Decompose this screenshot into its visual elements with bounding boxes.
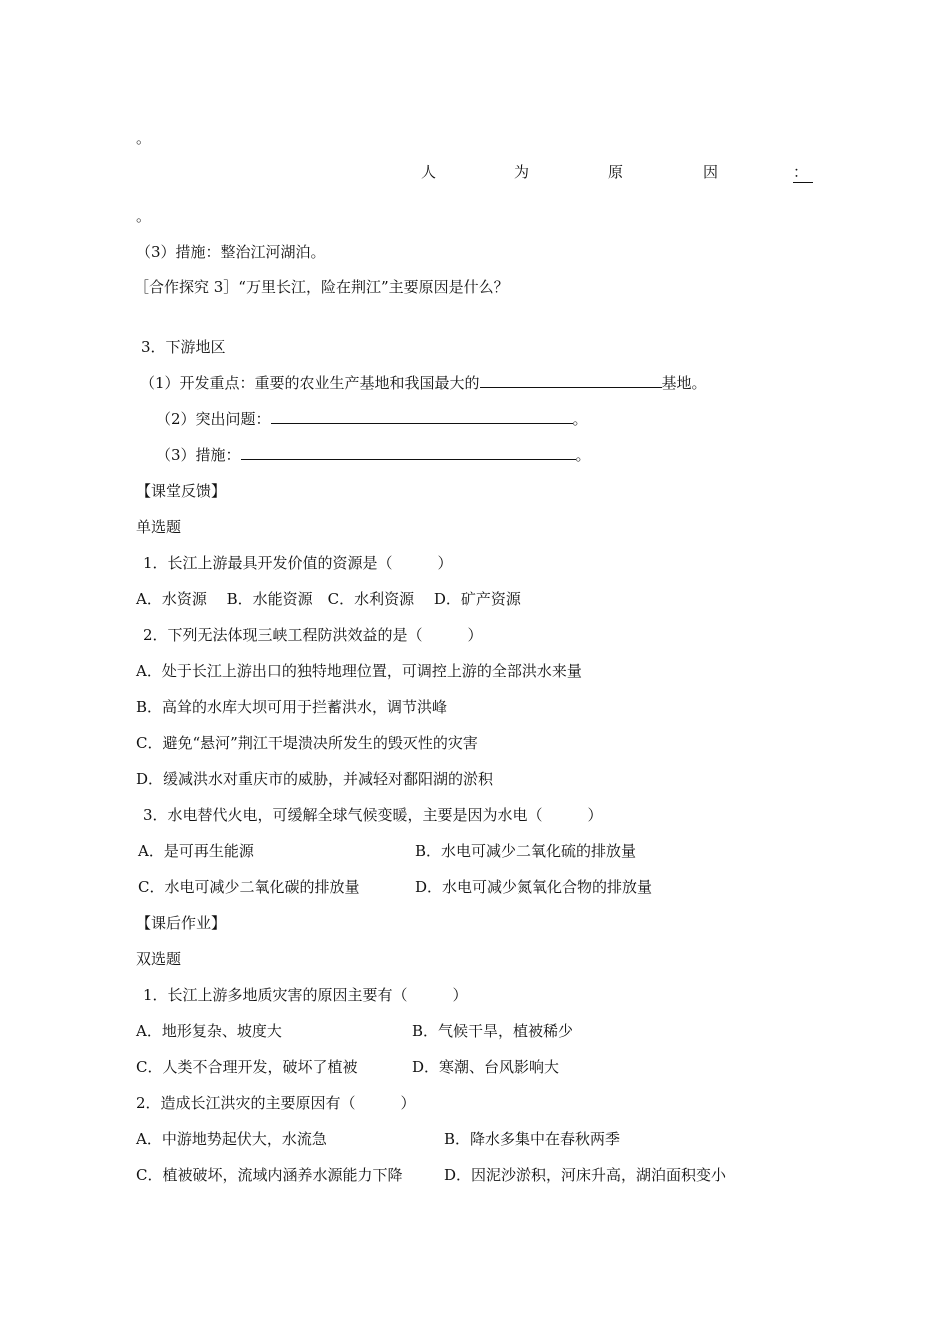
hw-question-1: 1．长江上游多地质灾害的原因主要有（ ） [143, 986, 468, 1004]
measures-line [156, 445, 591, 465]
question-2-option-d: D．缓减洪水对重庆市的威胁，并减轻对鄱阳湖的淤积 [136, 770, 494, 788]
development-focus-text: （1）开发重点：重要的农业生产基地和我国最大的 [140, 374, 480, 392]
measures-text: （3）措施： [156, 446, 241, 464]
hw-question-2-option-a: A．中游地势起伏大，水流急 [136, 1130, 327, 1148]
char-ren: 人 [421, 163, 437, 181]
hw-question-1-option-b: B．气候干旱，植被稀少 [412, 1022, 574, 1040]
development-focus-line [140, 373, 707, 393]
hw-question-1-option-a: A．地形复杂、坡度大 [136, 1022, 282, 1040]
question-3-option-d: D．水电可减少氮氧化合物的排放量 [415, 878, 653, 896]
period-line-1: 。 [136, 129, 152, 147]
question-2: 2．下列无法体现三峡工程防洪效益的是（ ） [143, 626, 483, 644]
single-choice-label: 单选题 [136, 518, 182, 536]
hw-question-1-option-c: C．人类不合理开发，破坏了植被 [136, 1058, 358, 1076]
question-1: 1．长江上游最具开发价值的资源是（ ） [143, 554, 453, 572]
prominent-problem-text: （2）突出问题： [156, 410, 271, 428]
class-feedback-heading: 【课堂反馈】 [136, 482, 227, 500]
char-yuan: 原 [608, 163, 624, 181]
hw-question-2-option-c: C．植被破坏，流域内涵养水源能力下降 [136, 1166, 403, 1184]
prominent-problem-line [156, 409, 588, 429]
prominent-problem-suffix: 。 [572, 410, 588, 428]
measure-line: （3）措施：整治江河湖泊。 [136, 243, 326, 261]
hw-question-1-option-d: D．寒潮、台风影响大 [412, 1058, 560, 1076]
cooperative-inquiry-3: ［合作探究 3］“万里长江，险在荆江”主要原因是什么？ [134, 278, 509, 296]
measures-suffix: 。 [575, 446, 591, 464]
fill-blank-3[interactable] [241, 445, 576, 460]
question-2-option-a: A．处于长江上游出口的独特地理位置，可调控上游的全部洪水来量 [136, 662, 582, 680]
question-2-option-c: C．避免“悬河”荆江干堤溃决所发生的毁灭性的灾害 [136, 734, 478, 752]
fill-blank-2[interactable] [271, 409, 573, 424]
homework-heading: 【课后作业】 [136, 914, 227, 932]
development-focus-suffix: 基地。 [661, 374, 707, 392]
question-1-options: A．水资源 B．水能资源 C．水利资源 D．矿产资源 [136, 590, 521, 608]
question-3-option-b: B．水电可减少二氧化硫的排放量 [415, 842, 637, 860]
question-2-option-b: B．高耸的水库大坝可用于拦蓄洪水，调节洪峰 [136, 698, 448, 716]
hw-question-2-option-d: D．因泥沙淤积，河床升高，湖泊面积变小 [444, 1166, 727, 1184]
hw-question-2: 2．造成长江洪灾的主要原因有（ ） [136, 1094, 416, 1112]
char-wei: 为 [514, 163, 530, 181]
period-line-2: 。 [136, 207, 152, 225]
section-downstream: 3．下游地区 [141, 338, 226, 356]
question-3-option-a: A．是可再生能源 [138, 842, 254, 860]
colon-blank: ： [793, 162, 813, 183]
question-3: 3．水电替代火电，可缓解全球气候变暖，主要是因为水电（ ） [143, 806, 603, 824]
question-3-option-c: C．水电可减少二氧化碳的排放量 [138, 878, 360, 896]
fill-blank-1[interactable] [480, 373, 662, 388]
hw-question-2-option-b: B．降水多集中在春秋两季 [444, 1130, 621, 1148]
double-choice-label: 双选题 [136, 950, 182, 968]
char-yin: 因 [703, 163, 719, 181]
